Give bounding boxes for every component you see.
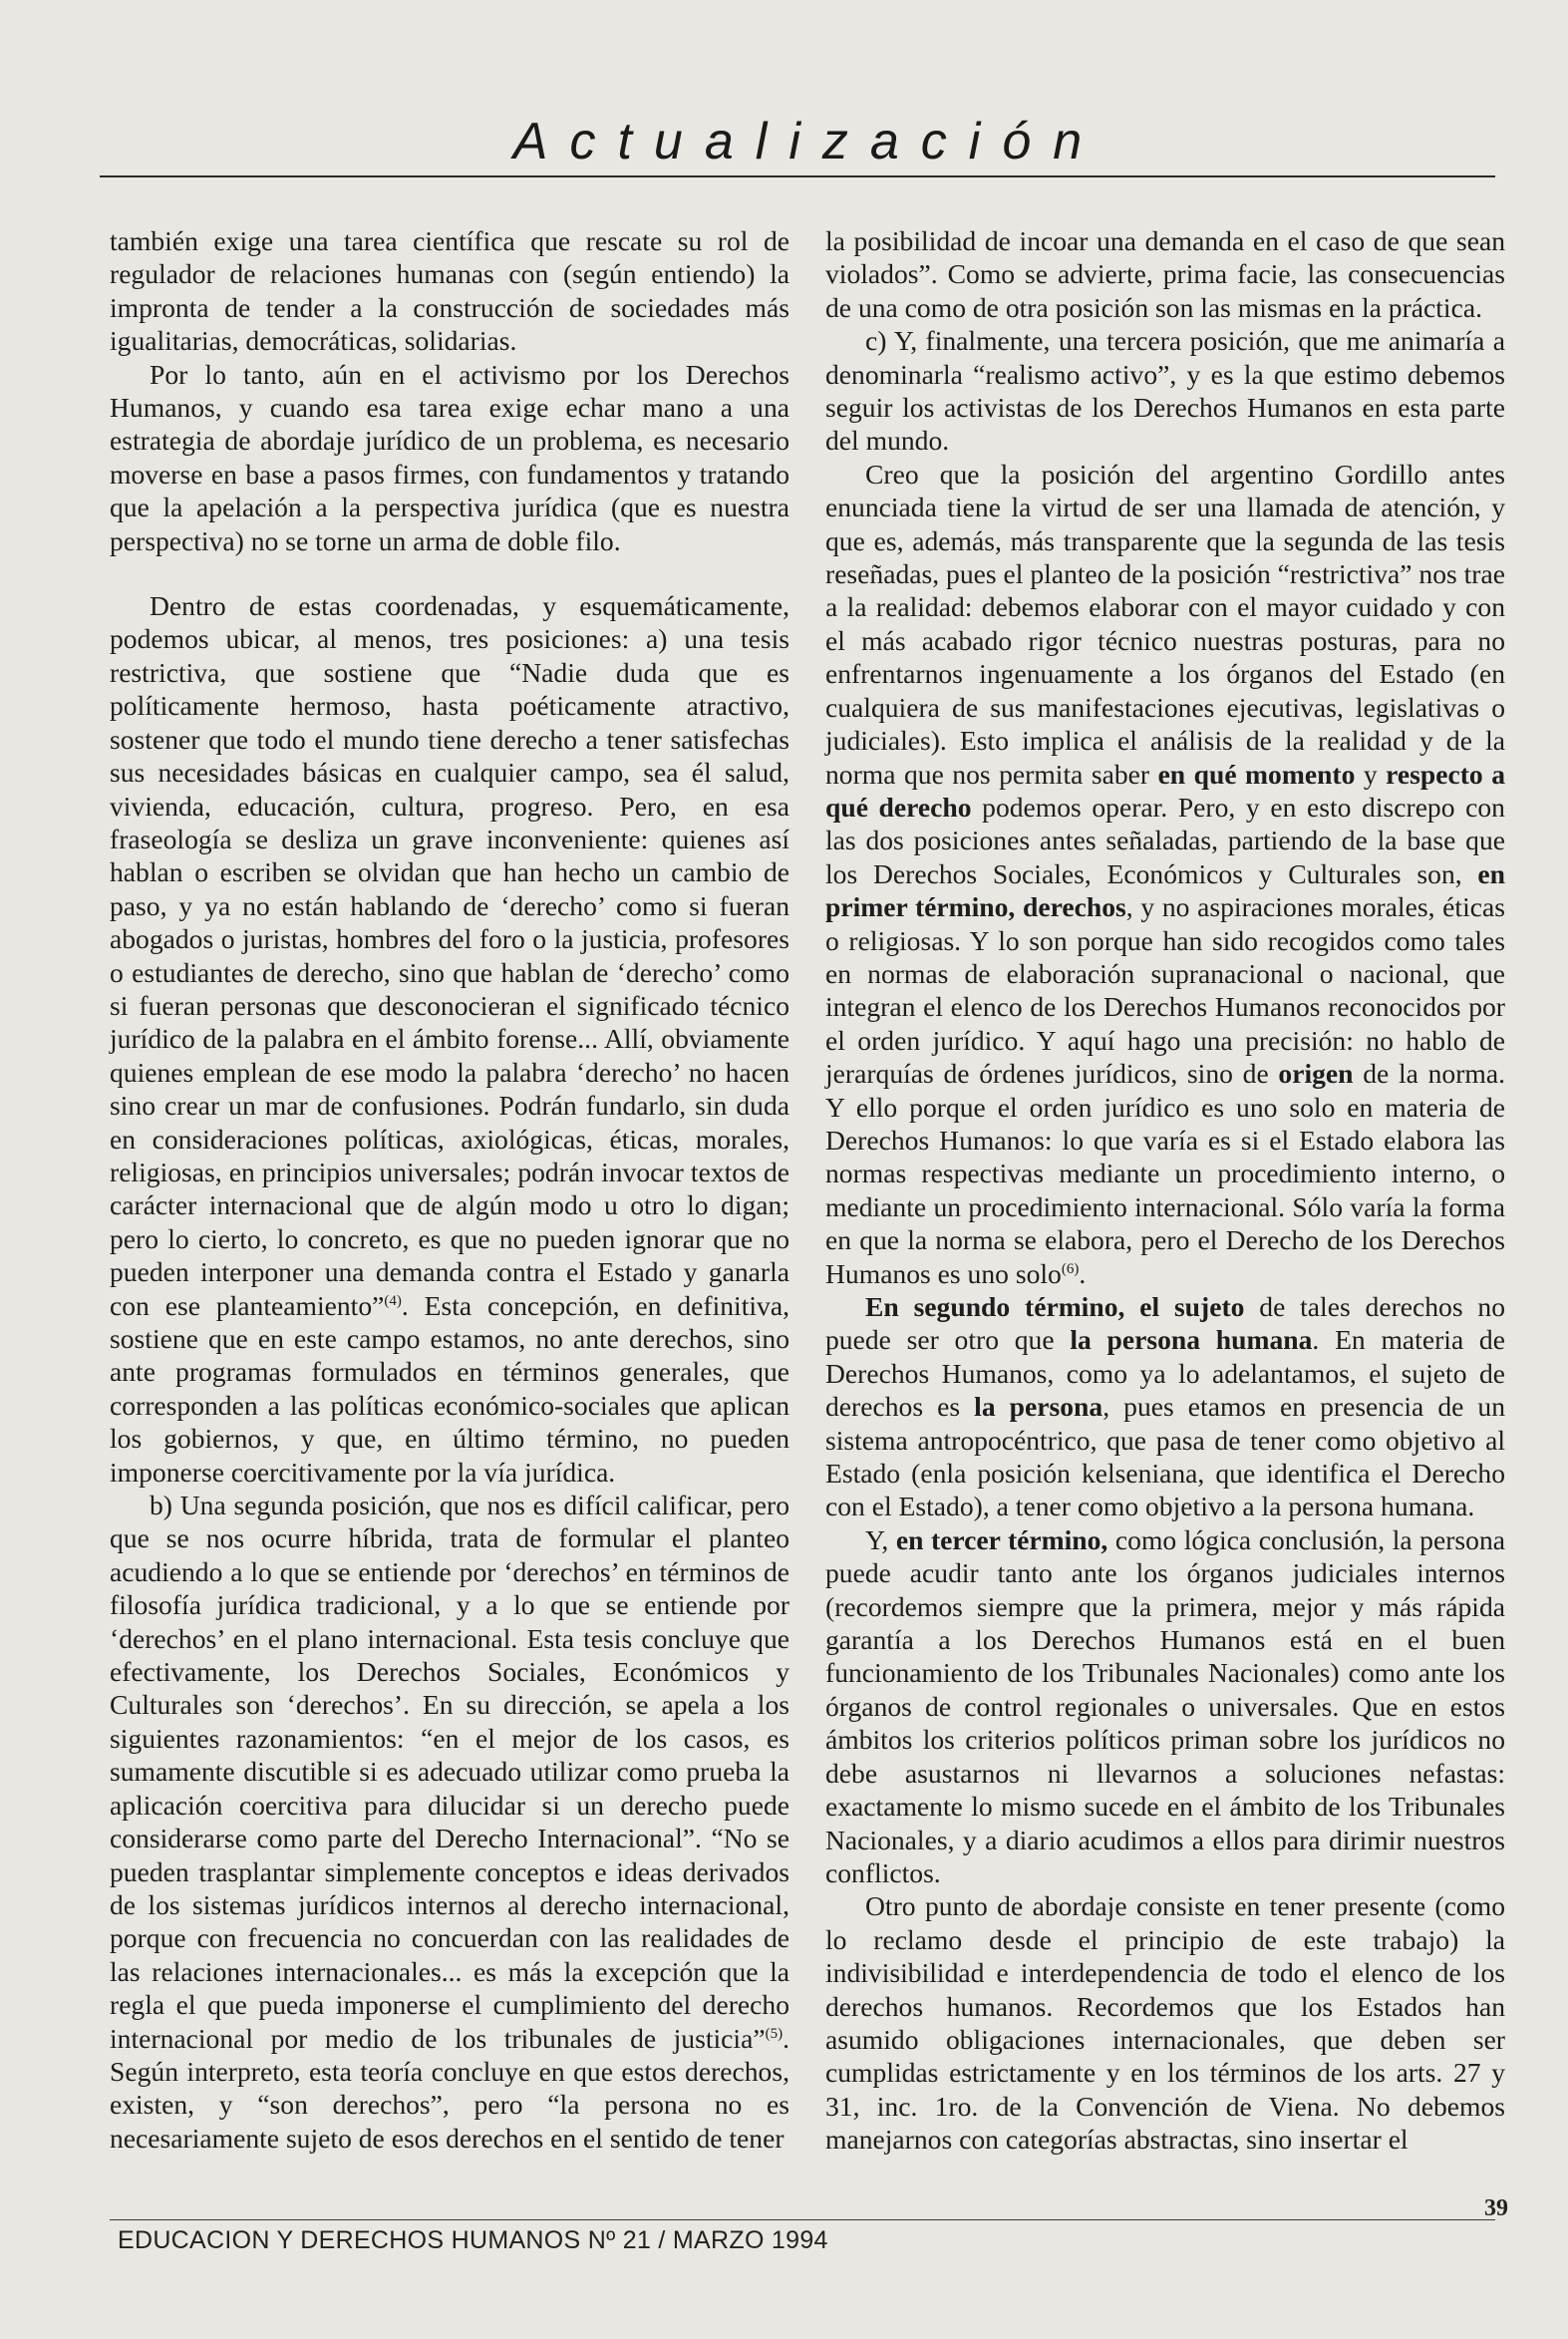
paragraph [825,458,1505,1290]
paragraph: la posibilidad de incoar una demanda en el caso de que sean violados”. Como se advierte, prima facie, las consecuencias de una como de otra posición son las mismas en la práctica. [825,225,1505,323]
emphasis-text: respecto a qué derecho [825,758,1506,823]
text-run: , pues etamos en presencia de un sistema antropocéntrico, que pasa de tener como objetivo al Estado (enla posición kelseniana, que identifica el Derecho con el Estado), a tener como objetivo a la persona humana. [825,1391,1506,1522]
text-run: , y no aspiraciones morales, éticas o religiosas. Y lo son porque han sido recogidos como tales en normas de elaboración supranacional o nacional, que integran el elenco de los Derechos Humanos reconocidos por el orden jurídico. Y aquí hago una precisión: no hablo de jerarquías de órdenes jurídicos, sino de [825,891,1505,1090]
text-run: de tales derechos no puede ser otro que [825,1291,1505,1356]
footnote-ref: (5) [765,2025,784,2042]
text-run: como lógica conclusión, la persona puede acudir tanto ante los órganos judiciales internos (recordemos siempre que la primera, mejor y más rápida garantía a los Derechos Humanos está en el buen funcionamiento de los Tribunales Nacionales) como ante los órganos de control regionales o universales. Que en estos ámbitos los criterios políticos priman sobre los jurídicos no debe asustarnos ni llevarnos a soluciones nefastas: exactamente lo mismo sucede en el ámbito de los Tribunales Nacionales, y a diario acudimos a ellos para dirimir nuestros conflictos. [825,1523,1505,1888]
text-run: . Según interpreto, esta teoría concluye en que estos derechos, existen, y “son derechos”, pero “la persona no es necesariamente sujeto de esos derechos en el sentido de tener [110,2022,789,2154]
text-run: Dentro de estas coordenadas, y esquemáticamente, podemos ubicar, al menos, tres posiciones: a) una tesis restrictiva, que sostiene que “Nadie duda que es políticamente hermoso, hasta poéticamente atractivo, sostener que todo el mundo tiene derecho a tener satisfechas sus necesidades básicas en cualquier campo, sea él salud, vivienda, educación, cultura, progreso. Pero, en esa fraseología se desliza un grave inconveniente: quienes así hablan o escriben se olvidan que han hecho un cambio de paso, y ya no están hablando de ‘derecho’ como si fueran abogados o juristas, hombres del foro o la justicia, profesores o estudiantes de derecho, sino que hablan de ‘derecho’ como si fueran personas que desconocieran el significado técnico jurídico de la palabra en el ámbito forense... Allí, obviamente quienes emplean de ese modo la palabra ‘derecho’ no hacen sino crear un mar de confusiones. Podrán fundarlo, sin duda en consideraciones políticas, axiológicas, éticas, morales, religiosas, en principios universales; podrán invocar textos de carácter internacional que de algún modo u otro lo digan; pero lo cierto, lo concreto, es que no pueden ignorar que no pueden interponer una demanda contra el Estado y ganarla con ese planteamiento” [110,590,789,1321]
text-run: Y, [865,1523,896,1555]
left-column [110,224,789,2154]
paragraph [825,1523,1505,1889]
header-rule [100,175,1495,177]
text-run: podemos operar. Pero, y en esto discrepo con las dos posiciones antes señaladas, partiendo de la base que los Derechos Sociales, Económicos y Culturales son, [825,791,1505,889]
emphasis-text: en primer término, derechos [825,857,1505,923]
text-run: de la norma. Y ello porque el orden jurídico es uno solo en materia de Derechos Humanos: lo que varía es si el Estado elabora las normas respectivas mediante un procedimiento interno, o mediante un procedimiento internacional. Sólo varía la forma en que la norma se elabora, pero el Derecho de los Derechos Humanos es uno solo [825,1058,1505,1289]
page-header [100,112,1495,171]
text-run: Creo que la posición del argentino Gordillo antes enunciada tiene la virtud de ser una llamada de atención, y que es, además, más transparente que la segunda de las tesis reseñadas, pues el planteo de la posición “restrictiva” nos trae a la realidad: debemos elaborar con el mayor cuidado y con el más acabado rigor técnico nuestras posturas, para no enfrentarnos ingenuamente a los órganos del Estado (en cualquiera de sus manifestaciones ejecutivas, legislativas o judiciales). Esto implica el análisis de la realidad y de la norma que nos permita saber [825,458,1505,790]
emphasis-text: origen [1278,1058,1354,1090]
emphasis-text: En segundo término, el sujeto [865,1291,1245,1322]
text-run: . [1079,1257,1087,1289]
emphasis-text: en tercer término, [895,1523,1108,1555]
page-number: 39 [1484,2195,1508,2221]
text-run: b) Una segunda posición, que nos es difícil calificar, pero que se nos ocurre híbrida, trata de formular el planteo acudiendo a lo que se entiende por ‘derechos’ en términos de filosofía jurídica tradicional, y a lo que se entiende por ‘derechos’ en el plano internacional. Esta tesis concluye que efectivamente, los Derechos Sociales, Económicos y Culturales son ‘derechos’. En su dirección, se apela a los siguientes razonamientos: “en el mejor de los casos, es sumamente discutible si es adecuado utilizar como prueba la aplicación coercitiva para dilucidar si un derecho puede considerarse como parte del Derecho Internacional”. “No se pueden trasplantar simplemente conceptos e ideas derivados de los sistemas jurídicos internos al derecho internacional, porque con frecuencia no concuerdan con las realidades de las relaciones internacionales... es más la excepción que la regla el que pueda imponerse el cumplimiento del derecho internacional por medio de los tribunales de justicia” [110,1490,789,2054]
paragraph [110,1489,789,2155]
paragraph: también exige una tarea científica que rescate su rol de regulador de relaciones humanas con (según entiendo) la impronta de tender a la construcción de sociedades más igualitarias, democráticas, solidarias. [110,225,789,357]
paragraph: Por lo tanto, aún en el activismo por los Derechos Humanos, y cuando esa tarea exige echar mano a una estrategia de abordaje jurídico de un problema, es necesario moverse en base a pasos firmes, con fundamentos y tratando que la apelación a la perspectiva jurídica (que es nuestra perspectiva) no se torne un arma de doble filo. [110,358,789,556]
text-run: . Esta concepción, en definitiva, sostiene que en este campo estamos, no ante derechos, sino ante programas formulados en términos generales, que corresponden a las políticas económico-sociales que aplican los gobiernos, y que, en último término, no pueden imponerse coercitivamente por la vía jurídica. [110,1289,789,1488]
text-run: y [1355,758,1387,790]
paragraph: c) Y, finalmente, una tercera posición, que me animaría a denominarla “realismo activo”, y es la que estimo debemos seguir los activistas de los Derechos Humanos en esta parte del mundo. [825,325,1505,457]
emphasis-text: la persona [974,1391,1103,1423]
footnote-ref: (6) [1061,1260,1080,1277]
emphasis-text: la persona humana [1070,1324,1313,1356]
right-column [825,224,1506,2156]
paragraph: Otro punto de abordaje consiste en tener presente (como lo reclamo desde el principio de este trabajo) la indivisibilidad e interdependencia de todo el elenco de los derechos humanos. Recordemos que los Estados han asumido obligaciones internacionales, que deben ser cumplidas estrictamente y en los términos de los arts. 27 y 31, inc. 1ro. de la Convención de Viena. No debemos manejarnos con categorías abstractas, sino insertar el [825,1890,1505,2156]
section-title: Actualización [512,113,1104,170]
footer-rule [110,2219,1495,2220]
text-run: . En materia de Derechos Humanos, como ya lo adelantamos, el sujeto de derechos es [825,1324,1505,1423]
article-body [110,224,1506,2156]
footnote-ref: (4) [384,1292,402,1309]
paragraph [110,589,789,1489]
journal-footer: EDUCACION Y DERECHOS HUMANOS Nº 21 / MARZO 1994 [118,2226,828,2254]
paragraph [825,1290,1505,1523]
emphasis-text: en qué momento [1157,758,1356,790]
